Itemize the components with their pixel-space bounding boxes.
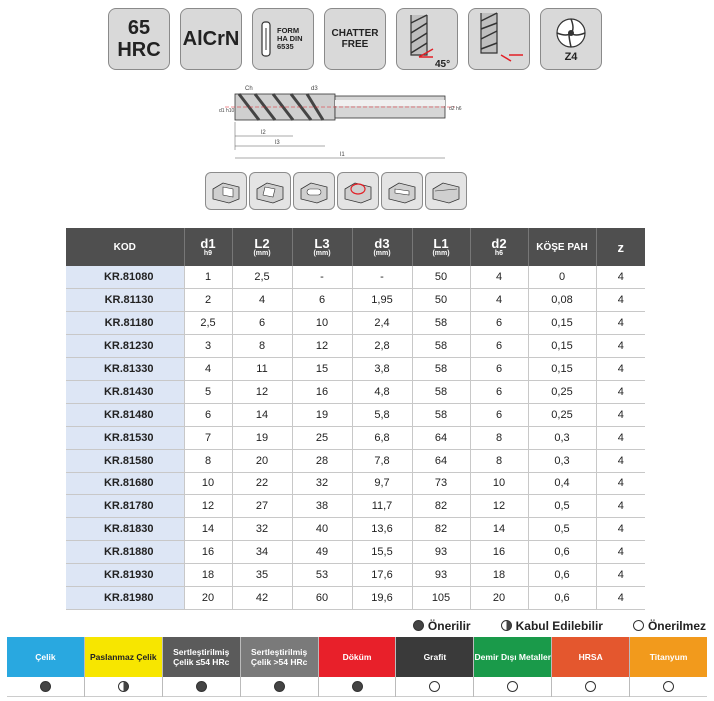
column-header — [66, 228, 184, 266]
chatter-line1: CHATTER — [331, 28, 379, 39]
column-header — [470, 228, 528, 266]
face-milling-icon — [425, 172, 467, 210]
column-header-main: d1 — [200, 235, 216, 251]
cross-section-icon — [553, 15, 589, 51]
table-cell: 27 — [232, 495, 292, 518]
table-cell: 64 — [412, 426, 470, 449]
material-column — [85, 637, 163, 697]
product-code: KR.81830 — [66, 518, 184, 541]
table-cell: 0,08 — [528, 289, 596, 312]
rating-half-icon — [118, 681, 129, 692]
table-cell: 0,3 — [528, 449, 596, 472]
label-l1: l1 — [340, 152, 345, 158]
side-milling-icon — [205, 172, 247, 210]
table-cell: 4 — [596, 449, 645, 472]
material-label: Paslanmaz Çelik — [85, 637, 162, 677]
coating-label: AlCrN — [182, 27, 240, 50]
table-cell: 0,5 — [528, 495, 596, 518]
material-column — [163, 637, 241, 697]
table-cell: 6 — [184, 403, 232, 426]
product-code: KR.81330 — [66, 358, 184, 381]
material-column — [552, 637, 630, 697]
material-suitability — [7, 637, 707, 697]
table-cell: 15,5 — [352, 541, 412, 564]
table-cell: 6,8 — [352, 426, 412, 449]
table-row — [66, 266, 645, 289]
table-cell: 50 — [412, 266, 470, 289]
flutes-label: Z4 — [564, 51, 578, 63]
table-cell: 4 — [596, 266, 645, 289]
chatter-geometry-badge — [468, 8, 530, 70]
table-cell: 32 — [292, 472, 352, 495]
product-code: KR.81980 — [66, 586, 184, 609]
table-cell: 5 — [184, 380, 232, 403]
column-header — [412, 228, 470, 266]
table-cell: 6 — [470, 312, 528, 335]
label-d2: d2 h6 — [449, 106, 462, 112]
table-cell: 0,15 — [528, 358, 596, 381]
column-header-main: z — [617, 239, 624, 255]
table-cell: 19 — [232, 426, 292, 449]
material-label: Titanyum — [630, 637, 707, 677]
table-cell: 6 — [470, 358, 528, 381]
helix-badge — [396, 8, 458, 70]
table-cell: 2,4 — [352, 312, 412, 335]
table-cell: 105 — [412, 586, 470, 609]
column-header-main: L3 — [314, 235, 330, 251]
product-code: KR.81180 — [66, 312, 184, 335]
table-cell: 93 — [412, 564, 470, 587]
table-cell: 28 — [292, 449, 352, 472]
material-rating-cell — [396, 677, 473, 697]
column-header-main: KOD — [113, 241, 136, 253]
product-code: KR.81080 — [66, 266, 184, 289]
table-cell: 25 — [292, 426, 352, 449]
label-l2: l2 — [261, 130, 266, 136]
table-cell: 82 — [412, 518, 470, 541]
label-d3: d3 — [311, 86, 318, 92]
material-column — [7, 637, 85, 697]
operation-icons — [205, 172, 467, 210]
column-header — [232, 228, 292, 266]
table-cell: 0,6 — [528, 586, 596, 609]
column-header — [184, 228, 232, 266]
table-cell: 15 — [292, 358, 352, 381]
column-header-sub: (mm) — [313, 249, 331, 257]
table-cell: 7,8 — [352, 449, 412, 472]
table-cell: 4 — [596, 586, 645, 609]
material-rating-cell — [85, 677, 162, 697]
column-header-sub: (mm) — [373, 249, 391, 257]
table-cell: 0,3 — [528, 426, 596, 449]
slotting-icon — [249, 172, 291, 210]
table-cell: 16 — [292, 380, 352, 403]
rating-empty-icon — [507, 681, 518, 692]
rating-empty-icon — [663, 681, 674, 692]
table-cell: 20 — [184, 586, 232, 609]
column-header-sub: h9 — [203, 249, 213, 257]
chatter-free-badge — [324, 8, 386, 70]
table-cell: 34 — [232, 541, 292, 564]
legend — [413, 619, 706, 633]
table-cell: 4 — [470, 266, 528, 289]
table-cell: 1 — [184, 266, 232, 289]
table-cell: 12 — [292, 335, 352, 358]
material-rating-cell — [7, 677, 84, 697]
shank-icon — [259, 20, 273, 58]
table-cell: 12 — [232, 380, 292, 403]
table-cell: 4,8 — [352, 380, 412, 403]
table-cell: 3 — [184, 335, 232, 358]
table-cell: 4 — [596, 541, 645, 564]
table-body — [66, 266, 645, 609]
half-circle-icon — [501, 620, 512, 631]
table-cell: 4 — [232, 289, 292, 312]
table-cell: 13,6 — [352, 518, 412, 541]
table-cell: 58 — [412, 312, 470, 335]
table-cell: 10 — [292, 312, 352, 335]
table-cell: 4 — [184, 358, 232, 381]
material-rating-cell — [163, 677, 240, 697]
table-cell: 53 — [292, 564, 352, 587]
table-cell: - — [352, 266, 412, 289]
table-cell: 4 — [596, 358, 645, 381]
product-code: KR.81580 — [66, 449, 184, 472]
table-cell: 12 — [470, 495, 528, 518]
table-cell: 14 — [184, 518, 232, 541]
table-cell: 1,95 — [352, 289, 412, 312]
table-cell: 6 — [292, 289, 352, 312]
chatter-line2: FREE — [341, 39, 369, 50]
table-cell: 8 — [232, 335, 292, 358]
material-column — [319, 637, 397, 697]
table-row — [66, 472, 645, 495]
product-code: KR.81930 — [66, 564, 184, 587]
table-header-row — [66, 228, 645, 266]
table-row — [66, 518, 645, 541]
product-code: KR.81880 — [66, 541, 184, 564]
column-header-main: L1 — [433, 235, 449, 251]
material-column — [396, 637, 474, 697]
table-cell: 58 — [412, 335, 470, 358]
material-label: Çelik — [7, 637, 84, 677]
rating-full-icon — [274, 681, 285, 692]
table-cell: 0,15 — [528, 312, 596, 335]
table-row — [66, 541, 645, 564]
legend-acceptable-label: Kabul Edilebilir — [515, 619, 603, 633]
table-cell: 6 — [470, 335, 528, 358]
table-cell: 19,6 — [352, 586, 412, 609]
helix-angle-label: 45° — [435, 59, 451, 69]
table-row — [66, 289, 645, 312]
table-cell: 4 — [596, 472, 645, 495]
helix-icon — [397, 9, 457, 69]
table-cell: 58 — [412, 403, 470, 426]
table-cell: 9,7 — [352, 472, 412, 495]
ramping-icon — [337, 172, 379, 210]
table-cell: 10 — [184, 472, 232, 495]
table-row — [66, 403, 645, 426]
rating-empty-icon — [585, 681, 596, 692]
tool-drawing — [215, 80, 475, 170]
table-cell: 0,25 — [528, 403, 596, 426]
table-cell: 16 — [470, 541, 528, 564]
table-cell: 8 — [184, 449, 232, 472]
coating-badge — [180, 8, 242, 70]
table-cell: 4 — [596, 564, 645, 587]
table-cell: 8 — [470, 449, 528, 472]
table-cell: 18 — [470, 564, 528, 587]
table-cell: 18 — [184, 564, 232, 587]
column-header — [292, 228, 352, 266]
table-cell: 2 — [184, 289, 232, 312]
table-cell: 10 — [470, 472, 528, 495]
table-cell: 3,8 — [352, 358, 412, 381]
table-cell: 82 — [412, 495, 470, 518]
table-cell: 4 — [596, 403, 645, 426]
column-header-main: L2 — [254, 235, 270, 251]
legend-recommended — [413, 619, 471, 633]
hardness-value: 65 — [127, 17, 151, 39]
table-cell: 40 — [292, 518, 352, 541]
table-cell: 0 — [528, 266, 596, 289]
product-code: KR.81680 — [66, 472, 184, 495]
variable-helix-icon — [469, 9, 529, 69]
material-rating-cell — [474, 677, 551, 697]
form-badge — [252, 8, 314, 70]
table-cell: 6 — [470, 380, 528, 403]
pocket-icon — [293, 172, 335, 210]
rating-empty-icon — [429, 681, 440, 692]
column-header-main: d2 — [491, 235, 507, 251]
table-cell: 14 — [232, 403, 292, 426]
table-cell: 64 — [412, 449, 470, 472]
table-cell: 17,6 — [352, 564, 412, 587]
table-cell: 4 — [596, 495, 645, 518]
table-cell: 6 — [232, 312, 292, 335]
table-cell: 12 — [184, 495, 232, 518]
table-cell: 2,8 — [352, 335, 412, 358]
table-cell: 4 — [596, 518, 645, 541]
label-ch: Ch — [245, 86, 253, 92]
table-row — [66, 586, 645, 609]
material-rating-cell — [319, 677, 396, 697]
table-row — [66, 426, 645, 449]
material-label: HRSA — [552, 637, 629, 677]
table-cell: 38 — [292, 495, 352, 518]
table-cell: 11 — [232, 358, 292, 381]
table-cell: 32 — [232, 518, 292, 541]
material-label: Demir Dışı Metaller — [474, 637, 551, 677]
column-header — [352, 228, 412, 266]
column-header — [596, 228, 645, 266]
legend-not-recommended — [633, 619, 706, 633]
table-cell: 73 — [412, 472, 470, 495]
material-column — [241, 637, 319, 697]
rating-full-icon — [196, 681, 207, 692]
table-cell: 4 — [596, 312, 645, 335]
table-cell: 60 — [292, 586, 352, 609]
table-cell: 35 — [232, 564, 292, 587]
table-row — [66, 358, 645, 381]
product-code: KR.81130 — [66, 289, 184, 312]
table-cell: - — [292, 266, 352, 289]
material-column — [630, 637, 707, 697]
filled-circle-icon — [413, 620, 424, 631]
table-cell: 4 — [596, 289, 645, 312]
flutes-badge — [540, 8, 602, 70]
product-code: KR.81530 — [66, 426, 184, 449]
table-cell: 0,6 — [528, 564, 596, 587]
column-header-main: KÖŞE PAH — [536, 241, 588, 253]
material-rating-cell — [630, 677, 707, 697]
table-cell: 0,15 — [528, 335, 596, 358]
column-header-sub: h6 — [494, 249, 504, 257]
product-code: KR.81480 — [66, 403, 184, 426]
table-cell: 0,4 — [528, 472, 596, 495]
table-cell: 4 — [596, 380, 645, 403]
material-rating-cell — [552, 677, 629, 697]
product-code: KR.81430 — [66, 380, 184, 403]
product-code: KR.81230 — [66, 335, 184, 358]
table-cell: 7 — [184, 426, 232, 449]
column-header — [528, 228, 596, 266]
table-row — [66, 449, 645, 472]
table-cell: 5,8 — [352, 403, 412, 426]
table-cell: 2,5 — [232, 266, 292, 289]
table-cell: 8 — [470, 426, 528, 449]
hardness-badge — [108, 8, 170, 70]
table-row — [66, 312, 645, 335]
plunge-icon — [381, 172, 423, 210]
form-line2: HA DIN — [277, 34, 303, 43]
table-cell: 0,6 — [528, 541, 596, 564]
rating-full-icon — [352, 681, 363, 692]
empty-circle-icon — [633, 620, 644, 631]
column-header-sub: (mm) — [253, 249, 271, 257]
column-header-main: d3 — [374, 235, 390, 251]
table-cell: 4 — [596, 335, 645, 358]
material-label: Grafit — [396, 637, 473, 677]
table-cell: 0,25 — [528, 380, 596, 403]
form-line3: 6535 — [277, 42, 294, 51]
table-cell: 42 — [232, 586, 292, 609]
material-label: Sertleştirilmiş Çelik >54 HRc — [241, 637, 318, 677]
table-row — [66, 380, 645, 403]
table-cell: 20 — [470, 586, 528, 609]
table-row — [66, 564, 645, 587]
product-code: KR.81780 — [66, 495, 184, 518]
material-rating-cell — [241, 677, 318, 697]
table-row — [66, 335, 645, 358]
spec-table — [66, 228, 645, 610]
hardness-unit: HRC — [117, 39, 161, 61]
table-cell: 11,7 — [352, 495, 412, 518]
label-l3: l3 — [275, 140, 280, 146]
legend-not-recommended-label: Önerilmez — [647, 619, 706, 633]
table-cell: 49 — [292, 541, 352, 564]
form-line1: FORM — [277, 26, 300, 35]
rating-full-icon — [40, 681, 51, 692]
material-label: Döküm — [319, 637, 396, 677]
table-cell: 2,5 — [184, 312, 232, 335]
table-cell: 93 — [412, 541, 470, 564]
table-cell: 22 — [232, 472, 292, 495]
table-cell: 0,5 — [528, 518, 596, 541]
table-cell: 4 — [470, 289, 528, 312]
label-d1: d1 h10 — [219, 108, 235, 114]
legend-recommended-label: Önerilir — [427, 619, 471, 633]
table-cell: 16 — [184, 541, 232, 564]
column-header-sub: (mm) — [432, 249, 450, 257]
table-cell: 6 — [470, 403, 528, 426]
table-cell: 58 — [412, 380, 470, 403]
table-cell: 20 — [232, 449, 292, 472]
table-cell: 4 — [596, 426, 645, 449]
table-cell: 50 — [412, 289, 470, 312]
material-column — [474, 637, 552, 697]
material-label: Sertleştirilmiş Çelik ≤54 HRc — [163, 637, 240, 677]
legend-acceptable — [501, 619, 603, 633]
table-cell: 19 — [292, 403, 352, 426]
table-cell: 14 — [470, 518, 528, 541]
table-row — [66, 495, 645, 518]
table-cell: 58 — [412, 358, 470, 381]
